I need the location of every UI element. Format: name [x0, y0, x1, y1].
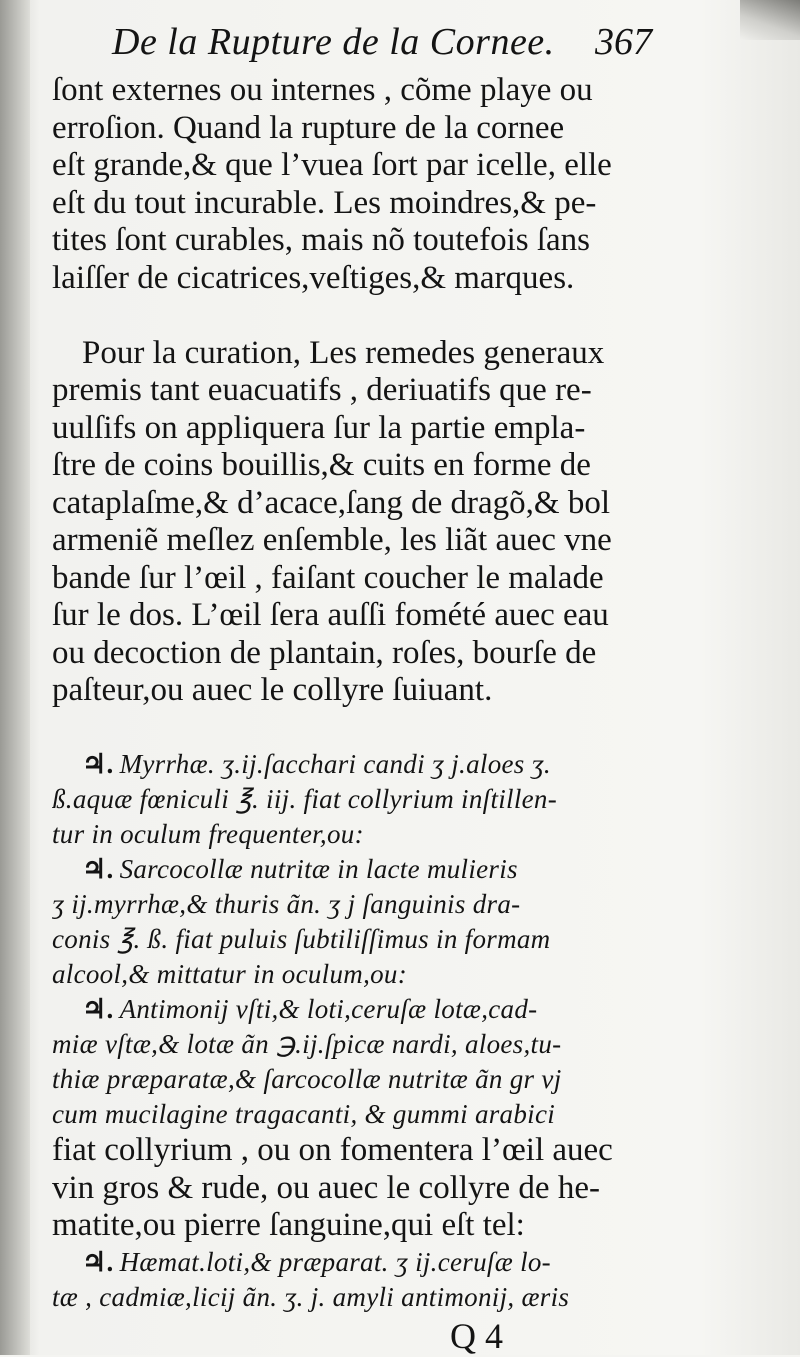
- recipe-line: cum mucilagine tragacanti, & gummi arabici: [52, 1099, 556, 1129]
- text-line: uulſifs on appliquera ſur la partie empla-: [52, 409, 586, 446]
- text-line: eſt grande,& que l’vuea ſort par icelle, elle: [52, 147, 612, 183]
- signature-mark: Q 4: [450, 1316, 503, 1356]
- recipe-text: Antimonij vſti,& loti,ceruſæ lotæ,cad-: [119, 994, 538, 1024]
- text-line: laiſſer de cicatrices,veſtiges,& marques.: [52, 259, 575, 296]
- text-line: bande ſur l’œil , faiſant coucher le malade: [52, 559, 604, 596]
- page-number: 367: [595, 21, 652, 63]
- page-header: [112, 20, 652, 70]
- page-corner-shadow: [740, 0, 800, 40]
- recipe-text: Sarcocollæ nutritæ in lacte mulieris: [119, 854, 518, 884]
- recipe-line: [52, 747, 652, 782]
- text-line: fiat collyrium , ou on fomentera l’œil auec: [52, 1132, 613, 1168]
- text-line: armeniẽ meſlez enſemble, les liãt auec vne: [52, 522, 612, 558]
- text-line: tites ſont curables, mais nõ toutefois ſans: [52, 222, 590, 258]
- text-line: ſur le dos. L’œil ſera auſſi fomété auec eau: [52, 597, 609, 633]
- text-line: vin gros & rude, ou auec le collyre de he-: [52, 1169, 600, 1206]
- recipe-symbol: ♃.: [82, 994, 114, 1024]
- text-line: ſtre de coins bouillis,& cuits en forme de: [52, 447, 591, 483]
- recipe-line: tur in oculum frequenter,ou:: [52, 819, 364, 849]
- text-line: ſont externes ou internes , cõme playe ou: [52, 72, 593, 108]
- recipe-text: Hæmat.loti,& præparat. ʒ ij.ceruſæ lo-: [119, 1246, 551, 1277]
- text-line: [52, 297, 652, 335]
- text-line: [52, 710, 652, 748]
- text-line: paſteur,ou auec le collyre ſuiuant.: [52, 672, 493, 708]
- recipe-line: [52, 992, 652, 1027]
- text-line: ou decoction de plantain, roſes, bourſe de: [52, 634, 597, 671]
- recipe-line: alcool,& mittatur in oculum,ou:: [52, 959, 408, 989]
- recipe-symbol: ♃.: [82, 854, 114, 884]
- recipe-line: [52, 1245, 652, 1280]
- recipe-line: tæ , cadmiæ,licij ãn. ʒ. j. amyli antimonij, æris: [52, 1281, 570, 1312]
- page-gutter-shadow: [0, 0, 30, 1355]
- text-line: erroſion. Quand la rupture de la cornee: [52, 109, 565, 146]
- body-text: [52, 72, 652, 1315]
- recipe-line: conis ℥. ß. fiat puluis ſubtiliſſimus in formam: [52, 924, 551, 954]
- text-line: eſt du tout incurable. Les moindres,& pe-: [52, 184, 597, 221]
- running-title: De la Rupture de la Cornee.: [112, 21, 555, 63]
- recipe-line: ß.aquæ fœniculi ℥. iij. fiat collyrium inſtillen-: [52, 784, 558, 814]
- paragraph-start-line: Pour la curation, Les remedes generaux: [82, 334, 605, 371]
- recipe-symbol: ♃.: [82, 749, 114, 779]
- recipe-line: ʒ ij.myrrhæ,& thuris ãn. ʒ j ſanguinis dra-: [52, 889, 521, 919]
- text-line: cataplaſme,& d’acace,ſang de dragõ,& bol: [52, 484, 610, 521]
- recipe-symbol: ♃.: [82, 1246, 114, 1277]
- text-line: matite,ou pierre ſanguine,qui eſt tel:: [52, 1207, 525, 1243]
- recipe-line: thiæ præparatæ,& ſarcocollæ nutritæ ãn gr vj: [52, 1064, 562, 1094]
- recipe-text: Myrrhæ. ʒ.ij.ſacchari candi ʒ j.aloes ʒ.: [119, 749, 551, 779]
- recipe-line: miæ vſtæ,& lotæ ãn ℈.ij.ſpicæ nardi, aloes,tu-: [52, 1029, 562, 1059]
- recipe-line: [52, 852, 652, 887]
- text-line: premis tant euacuatifs , deriuatifs que re-: [52, 372, 592, 408]
